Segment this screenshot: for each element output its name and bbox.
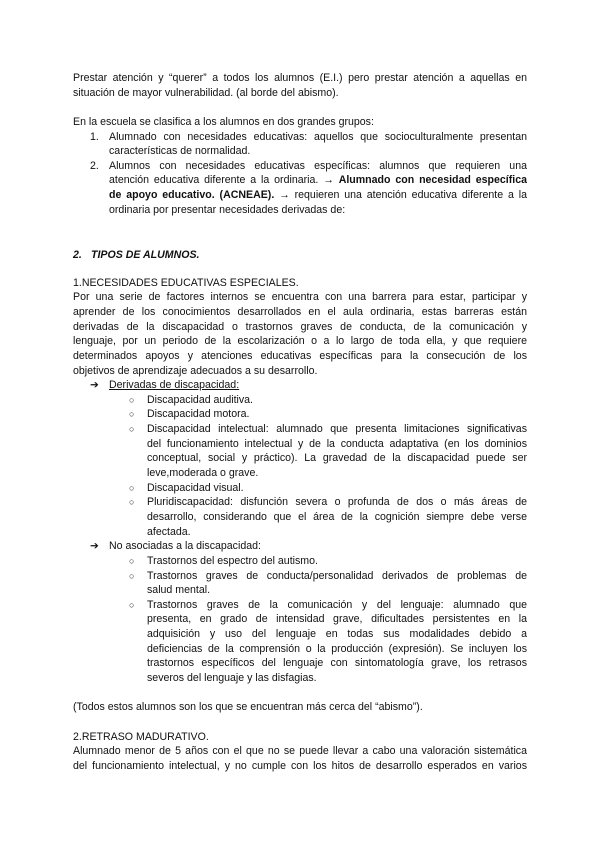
circle-bullet-icon: ○	[129, 570, 135, 581]
text-line: severos del lenguaje y las disfagias.	[147, 671, 317, 684]
circle-bullet-icon: ○	[129, 599, 135, 610]
bullet-list-item: ○ Discapacidad auditiva.	[129, 393, 253, 406]
text-line: derivadas de la discapacidad o trastornos graves de conducta, de la comunicación y	[73, 320, 527, 333]
section-heading: 2. TIPOS DE ALUMNOS.	[73, 248, 200, 261]
bullet-list-item: ○ Discapacidad visual.	[129, 481, 244, 494]
text-line: atención educativa diferente a la ordinaria. → Alumnado con necesidad específica	[109, 174, 527, 187]
text-line: características de normalidad.	[109, 145, 251, 158]
document-page	[73, 71, 527, 773]
nee-heading: 1.NECESIDADES EDUCATIVAS ESPECIALES.	[73, 276, 299, 289]
text-line: presenta, en grado de intensidad grave, dificultades persistentes en la	[147, 613, 527, 626]
circle-bullet-icon: ○	[129, 394, 135, 405]
text-line: lenguaje, por un periodo de la escolarización o a lo largo de toda ella, y que requiere	[73, 335, 527, 348]
text-line: situación de mayor vulnerabilidad. (al borde del abismo).	[73, 86, 339, 99]
text-line: de apoyo educativo. (ACNEAE). → requieren una atención educativa diferente a la	[109, 189, 527, 202]
text-line: Prestar atención y “querer” a todos los alumnos (E.I.) pero prestar atención a aquellas en	[73, 72, 527, 84]
text-line: objetivos de aprendizaje adecuados a su desarrollo.	[73, 364, 318, 377]
text-line: adquisición y uso del lenguaje en todas sus modalidades debido a	[147, 628, 527, 641]
bullet-list-item: ○ Trastornos graves de la comunicación y del lenguaje: alumnado que	[129, 598, 527, 611]
groups-list	[73, 130, 527, 218]
bullet-list-item: ○ Discapacidad motora.	[129, 408, 250, 421]
text-line: Alumnado menor de 5 años con el que no se puede llevar a cabo una valoración sistemática	[73, 745, 527, 758]
text-line: desarrollo, considerando que el área de la cognición siempre debe verse	[147, 510, 527, 523]
text-line: salud mental.	[147, 584, 211, 597]
closing-note: (Todos estos alumnos son los que se encuentran más cerca del “abismo”).	[73, 701, 423, 714]
bullet-list-item: ○ Pluridiscapacidad: disfunción severa o profunda de dos o más áreas de	[129, 496, 527, 509]
nee-paragraph	[73, 290, 527, 378]
arrow-icon: ➔	[90, 379, 99, 392]
nee-groups	[73, 378, 527, 685]
retraso-paragraph	[73, 744, 527, 773]
retraso-heading: 2.RETRASO MADURATIVO.	[73, 730, 209, 743]
circle-bullet-icon: ○	[129, 497, 135, 508]
circle-bullet-icon: ○	[129, 555, 135, 566]
list-item: 1. Alumnado con necesidades educativas: aquellos que socioculturalmente presentan	[90, 130, 527, 143]
bullet-list-item: ○ Trastornos del espectro del autismo.	[129, 554, 318, 567]
text-line: deficiencias de la comprensión o la producción (expresión). Se incluyen los	[147, 642, 527, 655]
circle-bullet-icon: ○	[129, 482, 135, 493]
text-line: leve,moderada o grave.	[147, 467, 259, 480]
list-item: 2. Alumnos con necesidades educativas específicas: alumnos que requieren una	[90, 159, 527, 172]
list-number: 1.	[90, 130, 99, 143]
bullet-list-item: ○ Discapacidad intelectual: alumnado que presenta limitaciones significativas	[129, 423, 527, 436]
groups-intro: En la escuela se clasifica a los alumnos en dos grandes grupos:	[73, 115, 374, 128]
list-number: 2.	[90, 159, 99, 172]
arrow-icon: ➔	[90, 540, 99, 553]
text-line: Por una serie de factores internos se encuentra con una barrera para estar, participar y	[73, 291, 527, 304]
circle-bullet-icon: ○	[129, 424, 135, 435]
text-line: afectada.	[147, 525, 191, 538]
text-line: del funcionamiento intelectual y de la conducta adaptativa (en los dominios	[147, 437, 527, 450]
text-line: conceptual, social y práctico). La gravedad de la discapacidad puede ser	[147, 452, 527, 465]
text-line: ordinaria por presentar necesidades derivadas de:	[109, 203, 346, 216]
text-line: aprender de los conocimientos desarrollados en el aula ordinaria, estas barreras están	[73, 305, 527, 318]
acneae-term: Alumnado con necesidad específica	[338, 174, 527, 187]
circle-bullet-icon: ○	[129, 409, 135, 420]
text-line: determinados apoyos y atenciones educativas específicas para la consecución de los	[73, 349, 527, 362]
intro-paragraph	[73, 71, 527, 100]
arrow-list-item: ➔ No asociadas a la discapacidad:	[90, 540, 261, 553]
arrow-list-item: ➔ Derivadas de discapacidad:	[90, 379, 240, 392]
text-line: del funcionamiento intelectual, y no cumple con los hitos de desarrollo esperados en varios	[73, 759, 527, 772]
text-line: trastornos específicos del lenguaje con sintomatología grave, los retrasos	[147, 657, 527, 670]
bullet-list-item: ○ Trastornos graves de conducta/personalidad derivados de problemas de	[129, 569, 527, 582]
